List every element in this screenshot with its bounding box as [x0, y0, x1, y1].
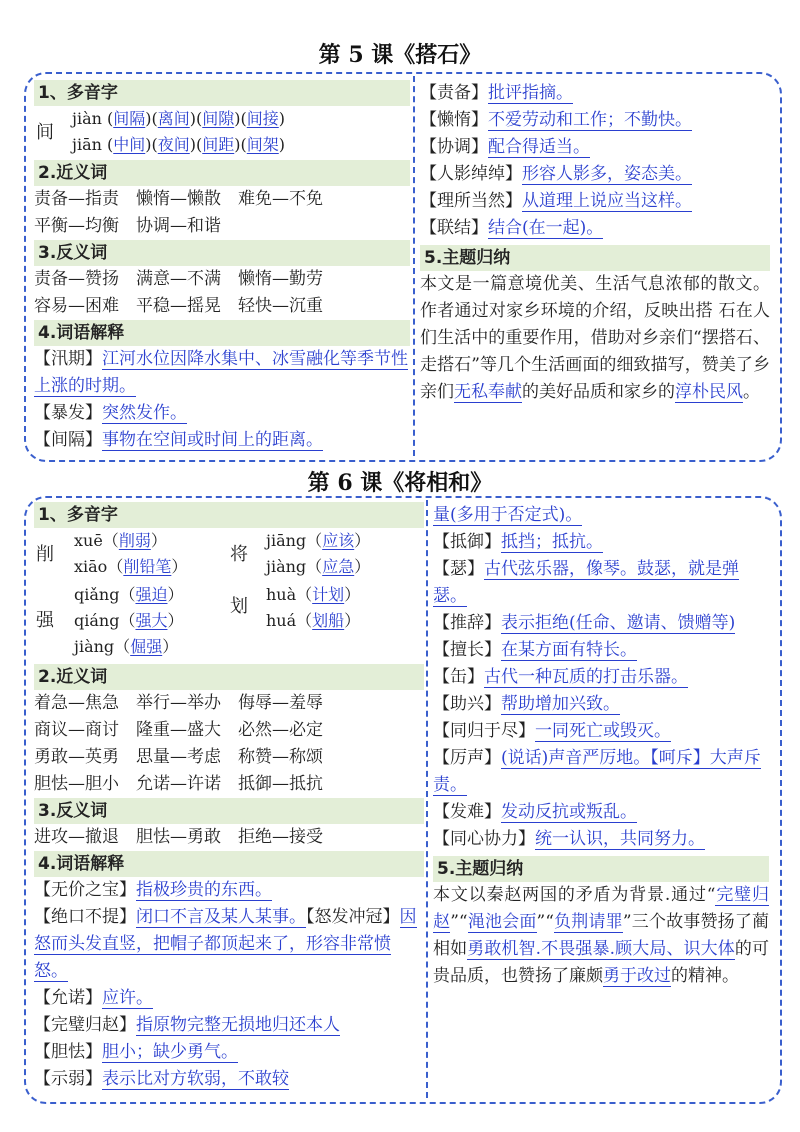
meaning: 指极珍贵的东西。 — [136, 880, 272, 900]
pinyin: huà — [266, 585, 297, 604]
pinyin: xuē — [74, 531, 103, 550]
highlight: 完璧归赵 — [433, 885, 769, 932]
section-heading: 3.反义词 — [34, 240, 410, 266]
polyphone-row: qiǎng（强迫） — [74, 585, 184, 604]
polyphone-row: jiàng（倔强） — [74, 637, 179, 656]
definition — [34, 985, 424, 1012]
definition — [34, 1066, 424, 1093]
definition — [420, 80, 770, 107]
polyphone-row: jiāng（应该） — [266, 531, 371, 550]
text: 的可贵品质，也赞扬了廉颇 — [433, 939, 769, 986]
term: 【抵御】 — [433, 532, 501, 552]
definition — [433, 799, 769, 826]
pinyin: jiàng — [266, 557, 307, 576]
word: 强迫 — [135, 585, 168, 604]
pinyin: jiàn — [72, 109, 102, 128]
term: 【联结】 — [420, 218, 488, 238]
highlight: 负荆请罪 — [553, 912, 623, 932]
definition — [34, 427, 410, 454]
synonym-line: 责备—指责 懒惰—懒散 难免—不免 — [34, 189, 323, 209]
synonym-line: 着急—焦急 举行—举办 侮辱—羞辱 — [34, 693, 323, 713]
meaning: 批评指摘。 — [488, 83, 573, 103]
meaning: 因怒而头发直竖，把帽子都顶起来了，形容非常愤怒。 — [34, 907, 417, 981]
highlight: 无私奉献 — [454, 382, 522, 402]
term: 【助兴】 — [433, 694, 501, 714]
lesson5-right-column — [420, 80, 770, 406]
text: ”三个故事赞扬了蔺相如 — [433, 912, 770, 959]
lesson5-title: 第 5 课《搭石》 — [318, 42, 482, 68]
word: 离间 — [157, 109, 190, 128]
term: 【绝口不提】 — [34, 907, 136, 927]
antonym-line: 容易—困难 平稳—摇晃 轻快—沉重 — [34, 296, 323, 316]
synonym-line: 商议—商讨 隆重—盛大 必然—必定 — [34, 720, 323, 740]
theme-paragraph — [433, 882, 769, 990]
meaning: 闭口不言及某人某事。 — [136, 907, 306, 927]
meaning: 古代一种瓦质的打击乐器。 — [484, 667, 688, 687]
term: 【擅长】 — [433, 640, 501, 660]
definition — [420, 107, 770, 134]
pinyin: jiān — [72, 135, 102, 154]
polyphone-row: huà（计划） — [266, 585, 361, 604]
term: 【缶】 — [433, 667, 484, 687]
definition — [420, 134, 770, 161]
word: 强大 — [135, 611, 168, 630]
text: ”“ — [450, 912, 468, 932]
polyphone-row: jiàn (间隔)(离间)(间隙)(间接) — [72, 109, 286, 128]
term: 【瑟】 — [433, 559, 484, 579]
text: ”“ — [536, 912, 554, 932]
word: 倔强 — [130, 637, 163, 656]
meaning: 量(多用于否定式)。 — [433, 505, 583, 525]
meaning: 发动反抗或叛乱。 — [501, 802, 637, 822]
pinyin: huá — [266, 611, 297, 630]
word: 中间 — [113, 135, 146, 154]
section-heading: 4.词语解释 — [34, 320, 410, 346]
term: 【懒惰】 — [420, 110, 488, 130]
definition — [433, 718, 769, 745]
word: 间隙 — [202, 109, 235, 128]
term: 【推辞】 — [433, 613, 501, 633]
antonym-line: 责备—赞扬 满意—不满 懒惰—勤劳 — [34, 269, 323, 289]
definition — [433, 529, 769, 556]
section-heading: 5.主题归纳 — [433, 856, 769, 882]
term: 【允诺】 — [34, 988, 102, 1008]
meaning: 古代弦乐器，像琴。鼓瑟，就是弹瑟。 — [433, 559, 739, 606]
meaning: 配合得适当。 — [488, 137, 590, 157]
highlight: 勇于改过 — [603, 966, 671, 986]
polyphone-char: 削 — [36, 544, 54, 565]
definition — [433, 610, 769, 637]
term: 【发难】 — [433, 802, 501, 822]
polyphone-block — [34, 528, 424, 664]
lesson5-left-column — [34, 80, 410, 454]
term: 【厉声】 — [433, 748, 501, 768]
text: 。 — [743, 382, 760, 402]
definition-continued — [433, 502, 769, 529]
meaning: 应许。 — [102, 988, 153, 1008]
word: 削弱 — [118, 531, 151, 550]
pinyin: qiáng — [74, 611, 120, 630]
text: 本文是一篇意境优美、生活气息浓郁的散文。作者通过对家乡环境的介绍，反映出搭 石在人们生活中的重要作用，借助对乡亲们“摆搭石、走搭石”等几个生活画面的细致描写，赞美了乡亲们 — [420, 274, 770, 402]
section-heading: 5.主题归纳 — [420, 245, 770, 271]
meaning: 事物在空间或时间上的距离。 — [102, 430, 323, 450]
definition — [433, 664, 769, 691]
word: 间接 — [246, 109, 279, 128]
term: 【暴发】 — [34, 403, 102, 423]
word: 间距 — [202, 135, 235, 154]
lesson6-left-column — [34, 502, 424, 1093]
lesson5-divider — [413, 76, 415, 456]
section-heading: 2.近义词 — [34, 664, 424, 690]
synonym-line: 平衡—均衡 协调—和谐 — [34, 216, 221, 236]
term: 【间隔】 — [34, 430, 102, 450]
text: 本文以秦赵两国的矛盾为背景.通过“ — [433, 885, 716, 905]
polyphone-jian — [34, 106, 410, 160]
section-heading: 1、多音字 — [34, 502, 424, 528]
theme-paragraph — [420, 271, 770, 406]
word: 间隔 — [113, 109, 146, 128]
term: 【责备】 — [420, 83, 488, 103]
polyphone-char: 间 — [36, 122, 54, 143]
term: 【胆怯】 — [34, 1042, 102, 1062]
term: 【汛期】 — [34, 349, 102, 369]
meaning: 形容人影多，姿态美。 — [522, 164, 692, 184]
definition — [34, 400, 410, 427]
pinyin: jiàng — [74, 637, 115, 656]
polyphone-row: qiáng（强大） — [74, 611, 184, 630]
pinyin: qiǎng — [74, 585, 120, 604]
definition — [433, 637, 769, 664]
polyphone-row: huá（划船） — [266, 611, 361, 630]
section-heading: 3.反义词 — [34, 798, 424, 824]
term: 【怒发冲冠】 — [306, 907, 400, 927]
meaning: 指原物完整无损地归还本人 — [136, 1015, 340, 1035]
word: 削铅笔 — [123, 557, 172, 576]
meaning: (说话)声音严厉地。【呵斥】大声斥责。 — [433, 748, 761, 795]
term: 【完璧归赵】 — [34, 1015, 136, 1035]
lesson6-right-column — [433, 502, 769, 990]
meaning: 抵挡；抵抗。 — [501, 532, 603, 552]
polyphone-char: 强 — [36, 610, 54, 631]
lesson6-title: 第 6 课《将相和》 — [307, 470, 493, 496]
polyphone-char: 划 — [230, 596, 248, 617]
word: 划船 — [312, 611, 345, 630]
text: 的精神。 — [671, 966, 739, 986]
term: 【同心协力】 — [433, 829, 535, 849]
definition — [34, 346, 410, 400]
term: 【示弱】 — [34, 1069, 102, 1089]
meaning: 江河水位因降水集中、冰雪融化等季节性上涨的时期。 — [34, 349, 408, 396]
meaning: 从道理上说应当这样。 — [522, 191, 692, 211]
term: 【协调】 — [420, 137, 488, 157]
definition — [34, 1039, 424, 1066]
synonym-line: 勇敢—英勇 思量—考虑 称赞—称颂 — [34, 747, 323, 767]
word: 应该 — [322, 531, 355, 550]
definition — [34, 904, 424, 985]
definition — [433, 745, 769, 799]
definition — [420, 188, 770, 215]
term: 【同归于尽】 — [433, 721, 535, 741]
definition — [34, 877, 424, 904]
polyphone-row: xiāo（削铅笔） — [74, 557, 188, 576]
word: 应急 — [322, 557, 355, 576]
definition — [420, 215, 770, 242]
highlight: 淳朴民风 — [675, 382, 743, 402]
section-heading: 2.近义词 — [34, 160, 410, 186]
definition — [433, 826, 769, 853]
meaning: 在某方面有特长。 — [501, 640, 637, 660]
highlight: 勇敢机智.不畏强暴.顾大局、识大体 — [467, 939, 735, 959]
meaning: 一同死亡或毁灭。 — [535, 721, 671, 741]
meaning: 胆小；缺少勇气。 — [102, 1042, 238, 1062]
definition — [420, 161, 770, 188]
term: 【理所当然】 — [420, 191, 522, 211]
meaning: 统一认识，共同努力。 — [535, 829, 705, 849]
synonym-line: 胆怯—胆小 允诺—许诺 抵御—抵抗 — [34, 774, 323, 794]
meaning: 不爱劳动和工作；不勤快。 — [488, 110, 692, 130]
meaning: 表示比对方软弱，不敢较 — [102, 1069, 289, 1089]
polyphone-char: 将 — [230, 544, 248, 565]
highlight: 渑池会面 — [467, 912, 537, 932]
polyphone-row: jiān (中间)(夜间)(间距)(间架) — [72, 135, 286, 154]
lesson6-divider — [426, 500, 428, 1098]
pinyin: jiāng — [266, 531, 307, 550]
polyphone-row: jiàng（应急） — [266, 557, 371, 576]
polyphone-row: xuē（削弱） — [74, 531, 167, 550]
word: 计划 — [312, 585, 345, 604]
text: 的美好品质和家乡的 — [522, 382, 675, 402]
antonym-line: 进攻—撤退 胆怯—勇敢 拒绝—接受 — [34, 827, 323, 847]
word: 夜间 — [157, 135, 190, 154]
meaning: 帮助增加兴致。 — [501, 694, 620, 714]
meaning: 结合(在一起)。 — [488, 218, 604, 238]
section-heading: 4.词语解释 — [34, 851, 424, 877]
definition — [433, 691, 769, 718]
meaning: 表示拒绝(任命、邀请、馈赠等) — [501, 613, 736, 633]
meaning: 突然发作。 — [102, 403, 187, 423]
section-heading: 1、多音字 — [34, 80, 410, 106]
definition — [433, 556, 769, 610]
term: 【人影绰绰】 — [420, 164, 522, 184]
definition — [34, 1012, 424, 1039]
term: 【无价之宝】 — [34, 880, 136, 900]
pinyin: xiāo — [74, 557, 108, 576]
word: 间架 — [246, 135, 279, 154]
